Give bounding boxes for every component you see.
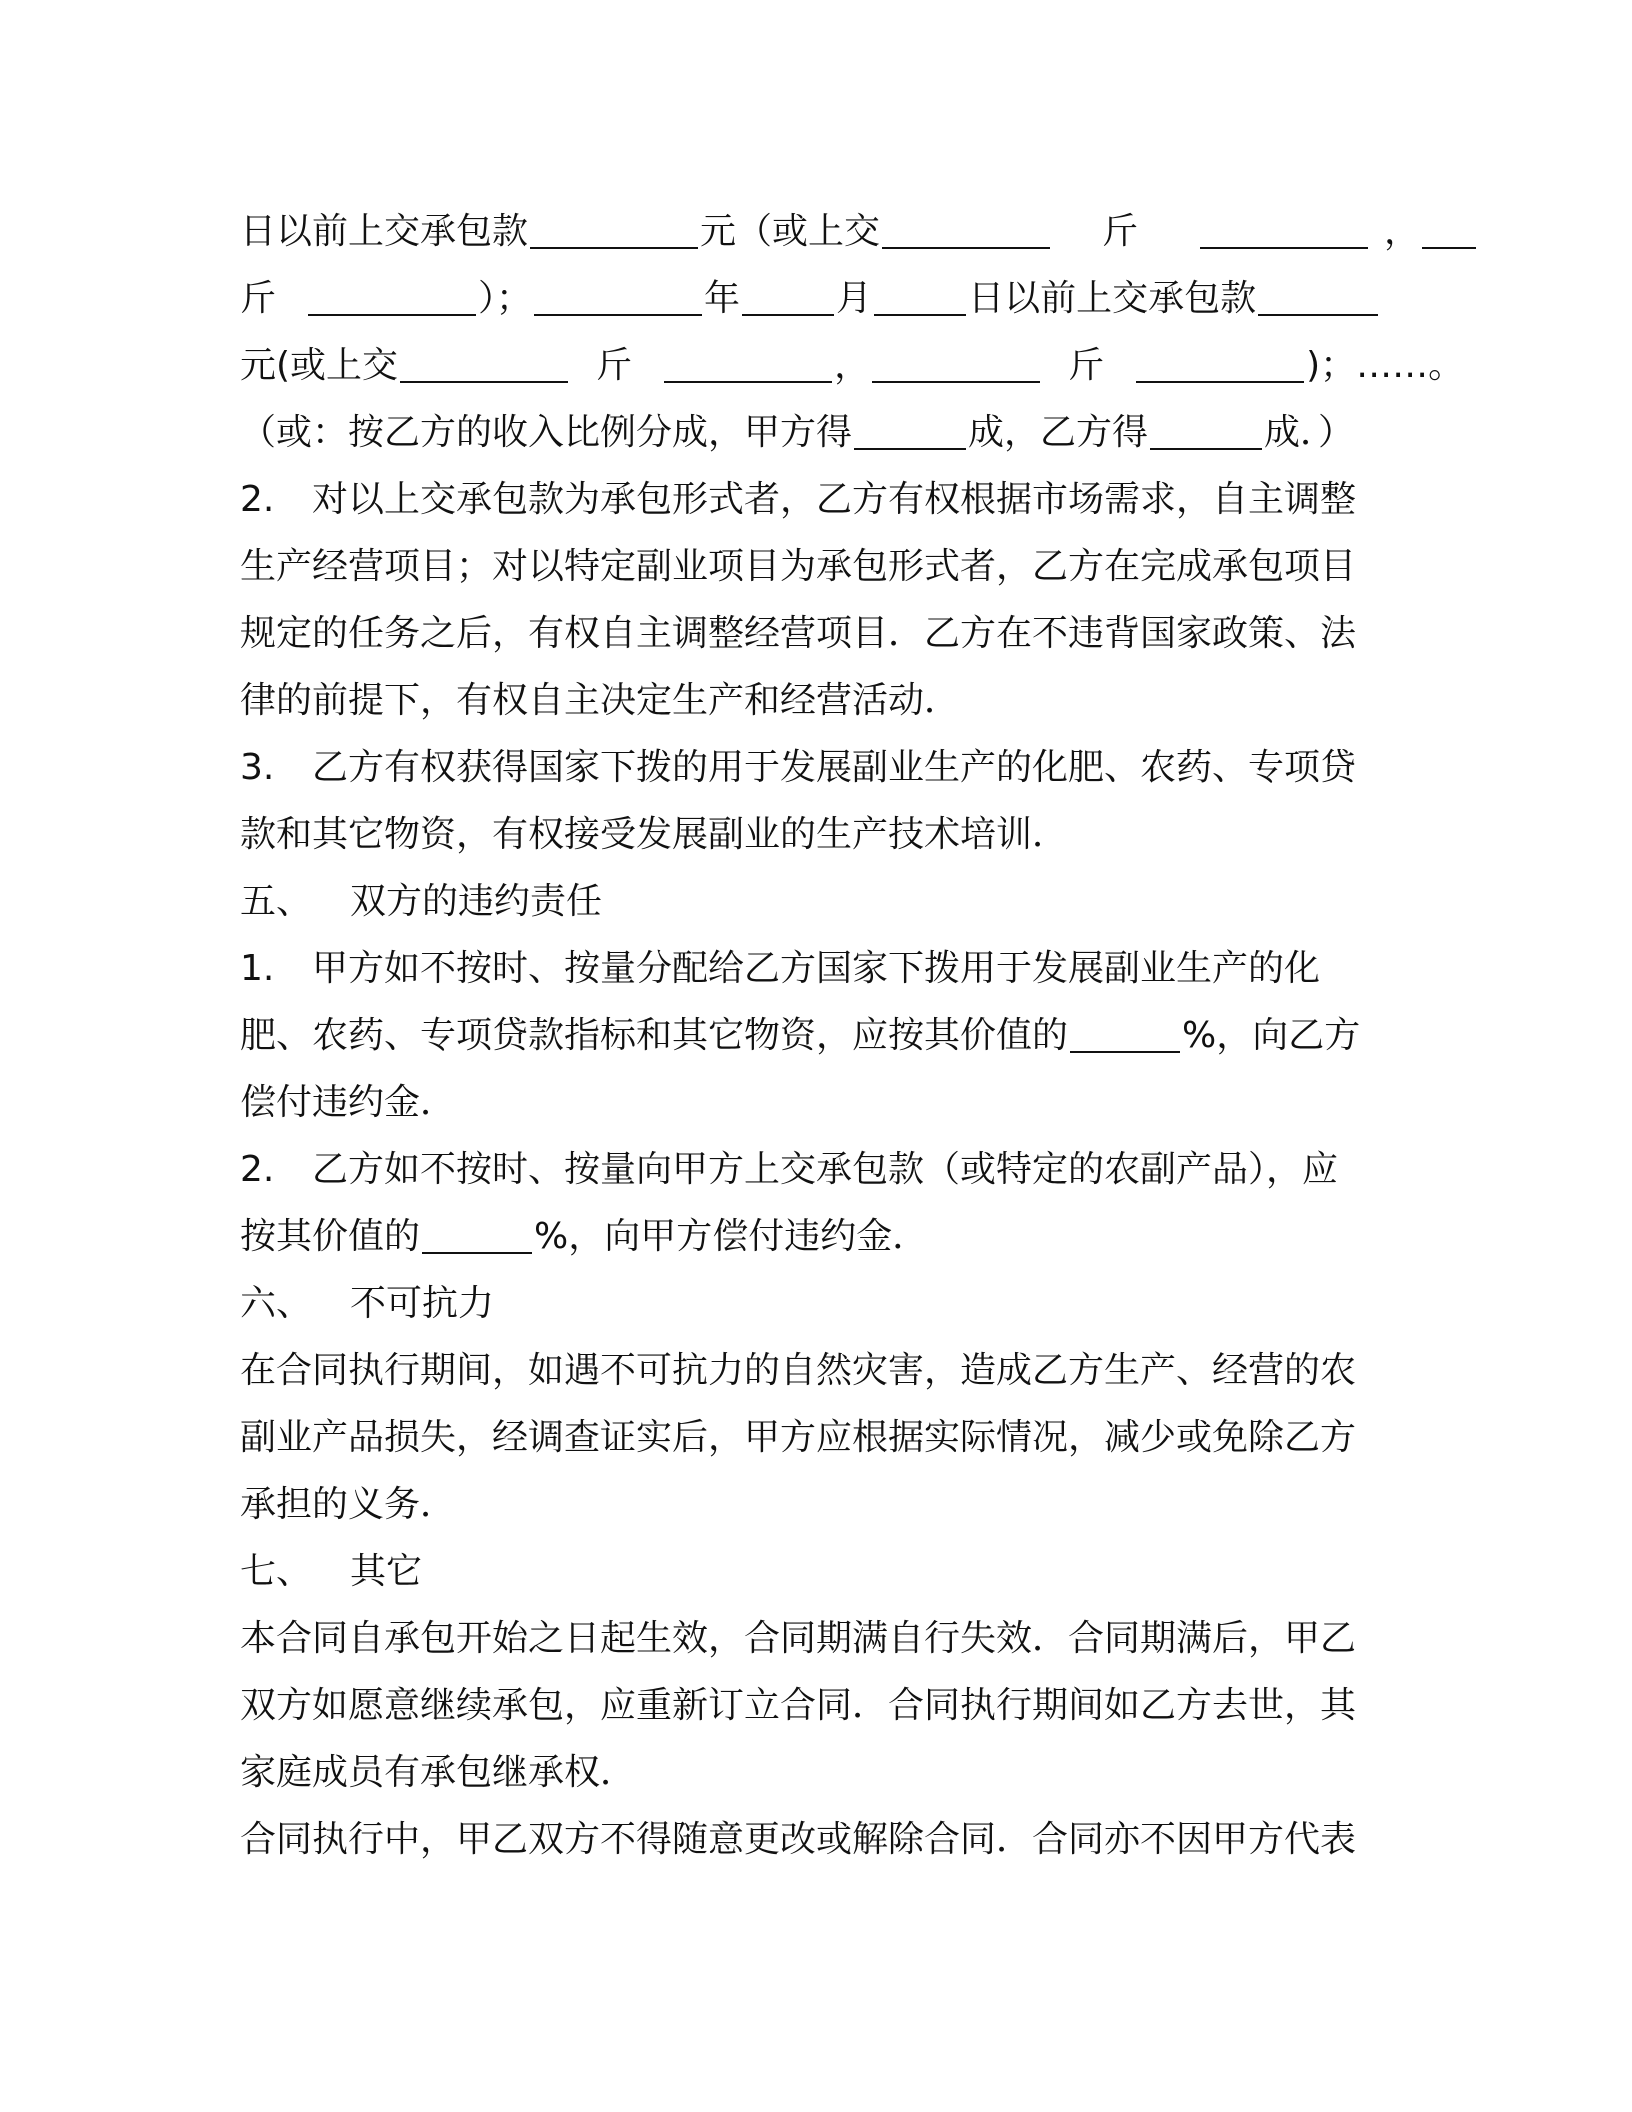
text: 年 bbox=[704, 278, 741, 319]
blank-field[interactable] bbox=[1136, 343, 1304, 383]
s5-clause-2-line-1 bbox=[240, 1136, 1390, 1203]
section-5-heading bbox=[240, 868, 1390, 935]
text: 甲方如不按时、按量分配给乙方国家下拨用于发展副业生产的化 bbox=[312, 948, 1321, 989]
section-title: 双方的违约责任 bbox=[350, 881, 603, 922]
text: %，向乙方 bbox=[1182, 1015, 1361, 1056]
s7-line-1: 本合同自承包开始之日起生效，合同期满自行失效．合同期满后，甲乙 bbox=[240, 1618, 1357, 1659]
text: 月 bbox=[836, 278, 873, 319]
line-1 bbox=[240, 198, 1421, 265]
text: ， bbox=[1384, 211, 1421, 252]
line-2 bbox=[240, 265, 1390, 332]
section-7-heading bbox=[240, 1538, 1390, 1605]
text: 斤 bbox=[596, 345, 633, 386]
s7-line-4: 合同执行中，甲乙双方不得随意更改或解除合同．合同亦不因甲方代表 bbox=[240, 1819, 1357, 1860]
text: 斤 bbox=[240, 278, 277, 319]
blank-field[interactable] bbox=[400, 343, 568, 383]
blank-field[interactable] bbox=[1258, 276, 1378, 316]
text: %，向甲方偿付违约金． bbox=[534, 1216, 929, 1257]
blank-field[interactable] bbox=[872, 343, 1040, 383]
clause-2-line-2: 生产经营项目；对以特定副业项目为承包形式者，乙方在完成承包项目 bbox=[240, 546, 1357, 587]
clause-number: 2. bbox=[240, 1149, 275, 1190]
blank-field[interactable] bbox=[1070, 1013, 1180, 1053]
s5-clause-1-line-2 bbox=[240, 1002, 1390, 1069]
section-6-heading bbox=[240, 1270, 1390, 1337]
clause-2-line-4: 律的前提下，有权自主决定生产和经营活动． bbox=[240, 680, 961, 721]
text: 成．） bbox=[1264, 412, 1355, 453]
blank-field[interactable] bbox=[308, 276, 476, 316]
clause-number: 2. bbox=[240, 479, 275, 520]
clause-number: 1. bbox=[240, 948, 275, 989]
blank-field[interactable] bbox=[422, 1214, 532, 1254]
text: 日以前上交承包款 bbox=[240, 211, 529, 252]
s6-line-2: 副业产品损失，经调查证实后，甲方应根据实际情况，减少或免除乙方 bbox=[240, 1417, 1357, 1458]
blank-field[interactable] bbox=[854, 410, 966, 450]
s7-line-3: 家庭成员有承包继承权． bbox=[240, 1752, 637, 1793]
text: 乙方有权获得国家下拨的用于发展副业生产的化肥、农药、专项贷 bbox=[312, 747, 1357, 788]
clause-2-line-3: 规定的任务之后，有权自主调整经营项目．乙方在不违背国家政策、法 bbox=[240, 613, 1357, 654]
blank-field[interactable] bbox=[1150, 410, 1262, 450]
blank-field[interactable] bbox=[664, 343, 832, 383]
text: （或：按乙方的收入比例分成，甲方得 bbox=[240, 412, 853, 453]
text: 对以上交承包款为承包形式者，乙方有权根据市场需求，自主调整 bbox=[312, 479, 1357, 520]
text: 斤 bbox=[1102, 211, 1139, 252]
s5-clause-1-line-1 bbox=[240, 935, 1390, 1002]
text: 成，乙方得 bbox=[968, 412, 1149, 453]
clause-2-line-1 bbox=[240, 466, 1390, 533]
section-title: 其它 bbox=[350, 1551, 423, 1592]
text: 元(或上交 bbox=[240, 345, 399, 386]
text: ， bbox=[834, 345, 871, 386]
text: 肥、农药、专项贷款指标和其它物资，应按其价值的 bbox=[240, 1015, 1069, 1056]
text: )；……。 bbox=[1306, 345, 1465, 386]
blank-field[interactable] bbox=[742, 276, 834, 316]
s5-clause-1-line-3: 偿付违约金． bbox=[240, 1082, 457, 1123]
clause-number: 3. bbox=[240, 747, 275, 788]
s6-line-3: 承担的义务． bbox=[240, 1484, 457, 1525]
section-number: 七、 bbox=[240, 1551, 313, 1592]
line-4 bbox=[240, 399, 1390, 466]
text: 乙方如不按时、按量向甲方上交承包款（或特定的农副产品），应 bbox=[312, 1149, 1339, 1190]
blank-field[interactable] bbox=[1200, 209, 1368, 249]
blank-field[interactable] bbox=[530, 209, 698, 249]
blank-field[interactable] bbox=[882, 209, 1050, 249]
s6-line-1: 在合同执行期间，如遇不可抗力的自然灾害，造成乙方生产、经营的农 bbox=[240, 1350, 1357, 1391]
line-3 bbox=[240, 332, 1465, 399]
text: ）； bbox=[478, 278, 533, 319]
clause-3-line-1 bbox=[240, 734, 1390, 801]
section-title: 不可抗力 bbox=[350, 1283, 495, 1324]
blank-field[interactable] bbox=[534, 276, 702, 316]
text: 按其价值的 bbox=[240, 1216, 421, 1257]
text: 元（或上交 bbox=[700, 211, 881, 252]
s5-clause-2-line-2 bbox=[240, 1203, 1390, 1270]
text: 日以前上交承包款 bbox=[968, 278, 1257, 319]
section-number: 五、 bbox=[240, 881, 313, 922]
blank-field[interactable] bbox=[1422, 209, 1476, 249]
clause-3-line-2: 款和其它物资，有权接受发展副业的生产技术培训． bbox=[240, 814, 1069, 855]
section-number: 六、 bbox=[240, 1283, 313, 1324]
s7-line-2: 双方如愿意继续承包，应重新订立合同．合同执行期间如乙方去世，其 bbox=[240, 1685, 1357, 1726]
text: 斤 bbox=[1068, 345, 1105, 386]
blank-field[interactable] bbox=[874, 276, 966, 316]
contract-body bbox=[240, 198, 1465, 1873]
